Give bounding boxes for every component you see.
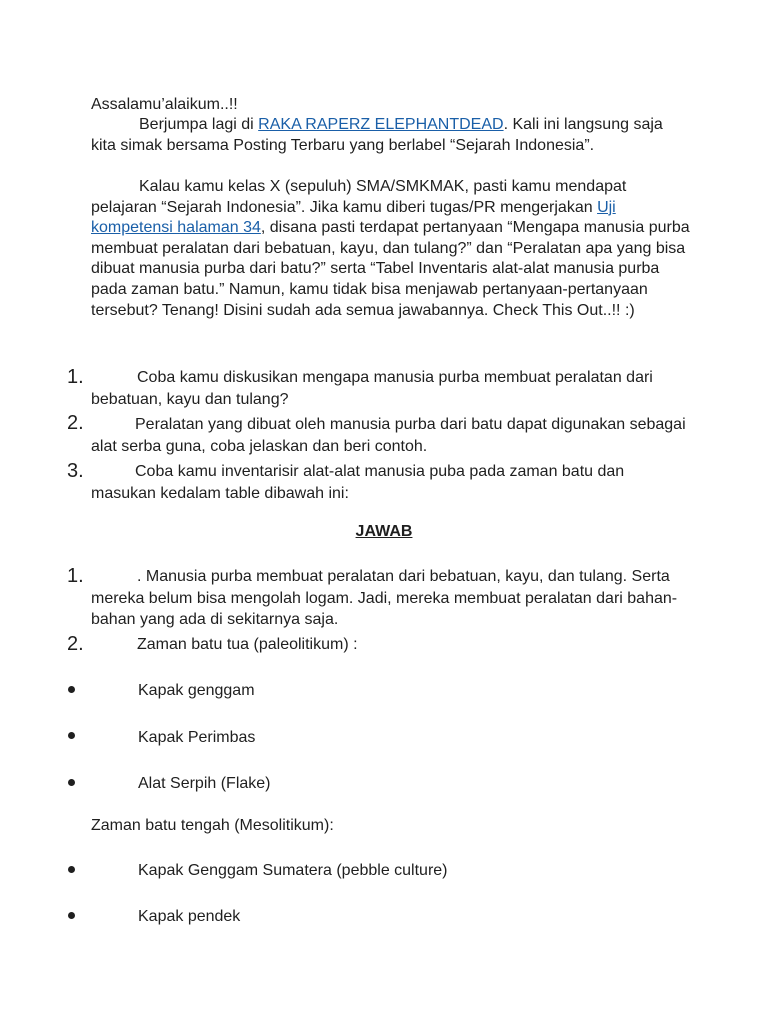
- list-item: Kapak genggam: [138, 682, 255, 699]
- question-2-number: 2.: [67, 412, 84, 434]
- intro-paragraph-2-text: Kalau kamu kelas X (sepuluh) SMA/SMKMAK, pasti kamu mendapat pelajaran “Sejarah Indonesia”. Jika kamu diberi tugas/PR mengerjakan: [91, 178, 627, 216]
- bullet-icon: [68, 686, 75, 693]
- bullet-icon: [68, 732, 75, 739]
- question-3-number: 3.: [67, 460, 84, 482]
- greeting: Assalamu’alaikum..!!: [91, 96, 238, 113]
- question-1: [91, 367, 691, 410]
- mesolitikum-heading: Zaman batu tengah (Mesolitikum):: [91, 817, 334, 834]
- bullet-icon: [68, 866, 75, 873]
- answer-2-text: Zaman batu tua (paleolitikum) :: [137, 636, 358, 653]
- list-item: Kapak Genggam Sumatera (pebble culture): [138, 862, 448, 879]
- uji-kompetensi-link[interactable]: Uji kompetensi halaman 34: [91, 198, 616, 237]
- answer-1-number: 1.: [67, 565, 84, 587]
- question-2-text: Peralatan yang dibuat oleh manusia purba dari batu dapat digunakan sebagai alat serba guna, coba jelaskan dan beri contoh.: [91, 416, 686, 455]
- intro-paragraph-1: [91, 115, 691, 156]
- answer-heading: JAWAB: [355, 523, 413, 540]
- list-item: Kapak pendek: [138, 908, 241, 925]
- blog-name-link[interactable]: RAKA RAPERZ ELEPHANTDEAD: [258, 116, 504, 133]
- intro-paragraph-1-text: Berjumpa lagi di: [139, 116, 259, 133]
- question-3-text: Coba kamu inventarisir alat-alat manusia puba pada zaman batu dan masukan kedalam table dibawah ini:: [91, 463, 625, 502]
- question-3: [91, 461, 691, 504]
- answer-1-text: . Manusia purba membuat peralatan dari bebatuan, kayu, dan tulang. Serta mereka belum bisa mengolah logam. Jadi, mereka membuat peralatan dari bahan-bahan yang ada di sekitarnya saja.: [91, 568, 678, 628]
- question-1-text: Coba kamu diskusikan mengapa manusia purba membuat peralatan dari bebatuan, kayu dan tulang?: [91, 369, 653, 408]
- answer-1: [91, 566, 691, 631]
- intro-paragraph-2: [91, 177, 691, 321]
- question-1-number: 1.: [67, 366, 84, 388]
- bullet-icon: [68, 912, 75, 919]
- list-item: Alat Serpih (Flake): [138, 775, 271, 792]
- question-2: [91, 414, 691, 457]
- intro-paragraph-2-text-end: , disana pasti terdapat pertanyaan “Mengapa manusia purba membuat peralatan dari bebatuan, kayu, dan tulang?” dan “Peralatan apa yang bisa dibuat manusia purba dari batu?” serta “Tabel Inventaris alat-alat manusia purba pada zaman batu.” Namun, kamu tidak bisa menjawab pertanyaan-pertanyaan tersebut? Tenang! Disini sudah ada semua jawabannya. Check This Out..!! :): [91, 219, 690, 319]
- bullet-icon: [68, 779, 75, 786]
- answer-2: [91, 634, 691, 656]
- intro-paragraph-1-text-end: . Kali ini langsung saja kita simak bersama Posting Terbaru yang berlabel “Sejarah Indonesia”.: [91, 116, 663, 154]
- list-item: Kapak Perimbas: [138, 729, 256, 746]
- answer-2-number: 2.: [67, 633, 84, 655]
